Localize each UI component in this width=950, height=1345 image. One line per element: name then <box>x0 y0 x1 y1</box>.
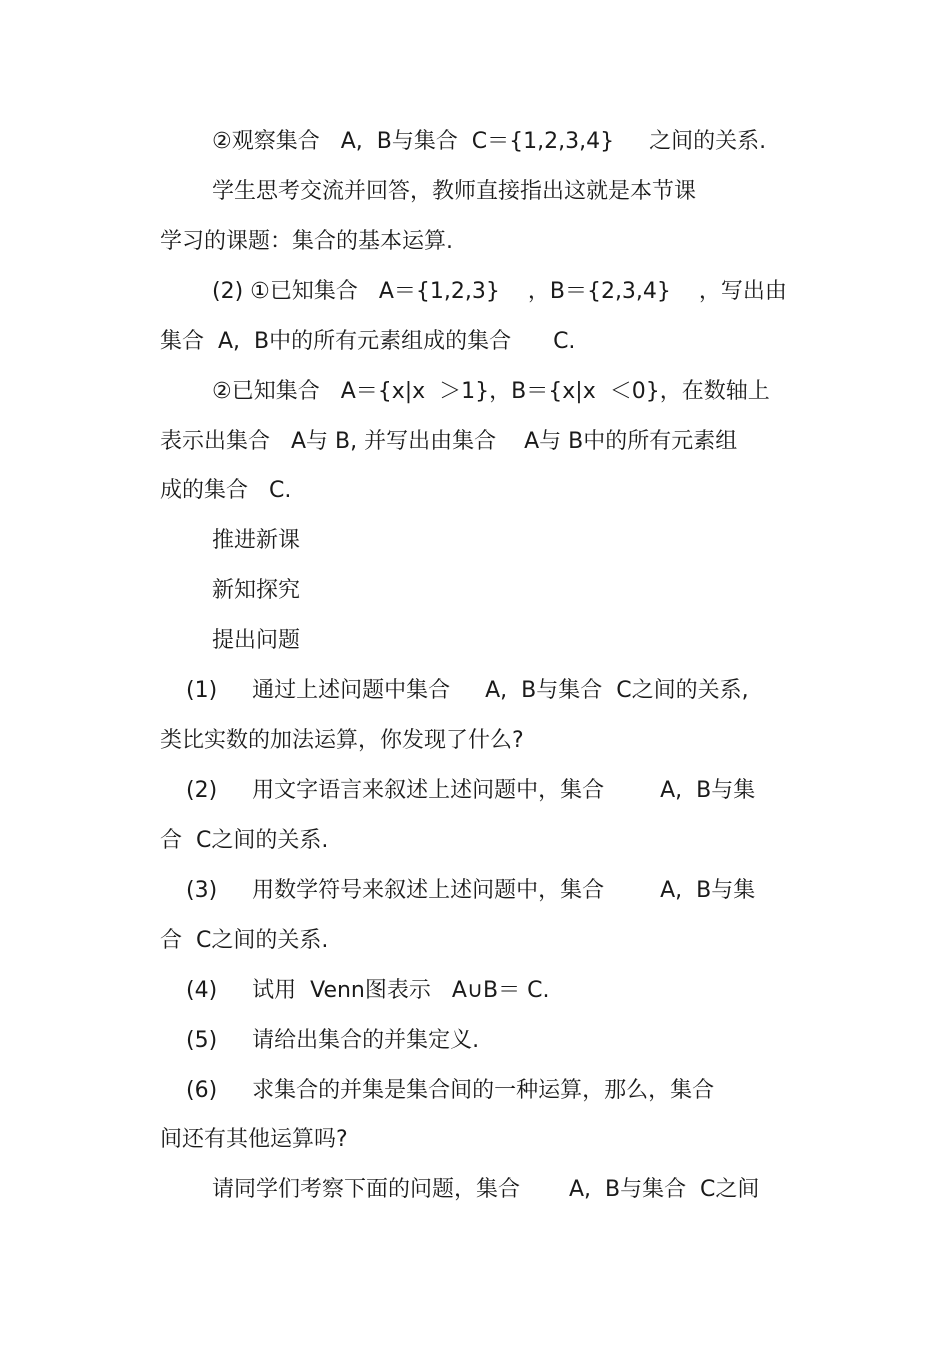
section-heading: 提出问题 <box>212 628 301 653</box>
text-line: (2) ①已知集合 A＝{1,2,3} ，B＝{2,3,4} ，写出由 <box>212 279 787 304</box>
section-heading: 新知探究 <box>212 578 301 603</box>
question-item: (2) 用文字语言来叙述上述问题中，集合 A, B与集 <box>186 778 756 803</box>
question-item: (5) 请给出集合的并集定义. <box>186 1028 480 1053</box>
text-line: ②观察集合 A, B与集合 C＝{1,2,3,4} 之间的关系. <box>212 129 767 154</box>
text-line: 成的集合 C. <box>160 478 292 503</box>
question-item: (1) 通过上述问题中集合 A, B与集合 C之间的关系, <box>186 678 749 703</box>
text-line: 表示出集合 A与 B, 并写出由集合 A与 B中的所有元素组 <box>160 429 738 454</box>
text-line: 集合 A, B中的所有元素组成的集合 C. <box>160 329 576 354</box>
question-item: (4) 试用 Venn图表示 A∪B＝ C. <box>186 978 550 1003</box>
question-item: (6) 求集合的并集是集合间的一种运算，那么，集合 <box>186 1078 715 1103</box>
text-line: 学生思考交流并回答，教师直接指出这就是本节课 <box>212 179 697 204</box>
text-line: 合 C之间的关系. <box>160 828 329 853</box>
text-line: ②已知集合 A＝{x|x ＞1}，B＝{x|x ＜0}，在数轴上 <box>212 379 770 404</box>
section-heading: 推进新课 <box>212 528 301 553</box>
text-line: 类比实数的加法运算，你发现了什么? <box>160 728 524 753</box>
text-line: 请同学们考察下面的问题，集合 A, B与集合 C之间 <box>212 1177 760 1202</box>
text-line: 合 C之间的关系. <box>160 928 329 953</box>
text-line: 间还有其他运算吗? <box>160 1127 348 1152</box>
question-item: (3) 用数学符号来叙述上述问题中，集合 A, B与集 <box>186 878 756 903</box>
text-line: 学习的课题：集合的基本运算. <box>160 229 453 254</box>
